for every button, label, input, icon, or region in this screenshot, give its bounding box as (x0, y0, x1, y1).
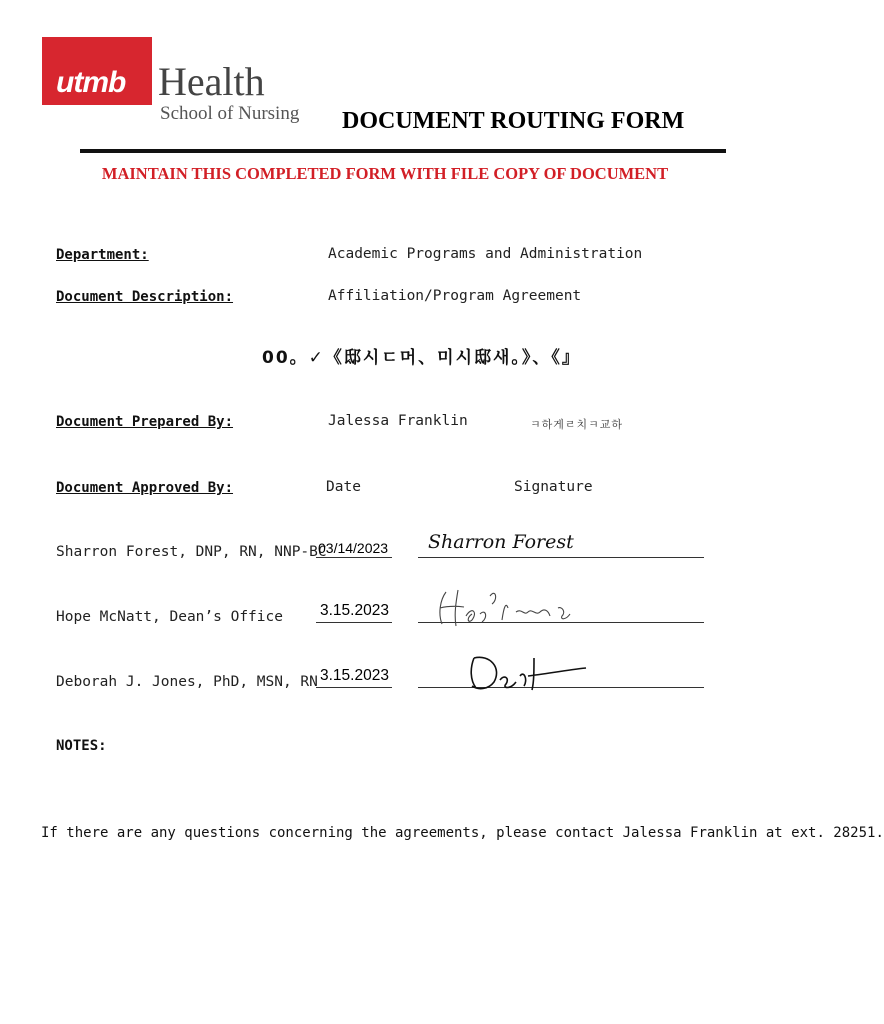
form-subtitle: MAINTAIN THIS COMPLETED FORM WITH FILE COPY OF DOCUMENT (101, 164, 669, 183)
title-divider (80, 149, 726, 153)
contact-footer: If there are any questions concerning the agreements, please contact Jalessa Franklin at ext. 28251. (41, 825, 884, 841)
approval-date: 3.15.2023 (320, 602, 389, 619)
form-title: DOCUMENT ROUTING FORM (342, 108, 685, 134)
approver-name: Sharron Forest, DNP, RN, NNP-BC (56, 544, 327, 560)
logo-utmb-text: utmb (56, 66, 126, 99)
signature-sharron-forest-text: Sharron Forest (428, 531, 574, 553)
approver-name: Hope McNatt, Dean’s Office (56, 609, 283, 625)
description-value: Affiliation/Program Agreement (328, 288, 582, 304)
prepared-by-value: Jalessa Franklin (328, 413, 468, 429)
approver-name: Deborah J. Jones, PhD, MSN, RN (56, 674, 318, 690)
garbled-text-line: 00。✓《邸시ㄷ머、미시邸새。》、《』 (262, 348, 581, 368)
approval-date: 3.15.2023 (320, 667, 389, 684)
prepared-garbled-text: ㅋ하게ㄹ치ㅋ교하 (530, 418, 624, 431)
signature-deborah-jones (466, 650, 596, 694)
date-column-header: Date (326, 479, 361, 495)
department-label: Department: (56, 247, 149, 263)
approval-date: 03/14/2023 (318, 540, 389, 556)
signature-sharron-forest (428, 528, 578, 556)
description-label: Document Description: (56, 289, 234, 305)
signature-line (418, 557, 704, 558)
logo-school-text: School of Nursing (160, 103, 300, 124)
date-line (316, 557, 392, 558)
signature-hope-mcnatt (432, 586, 592, 630)
logo-health-text: Health (158, 59, 265, 104)
prepared-by-label: Document Prepared By: (56, 414, 234, 430)
department-value: Academic Programs and Administration (328, 246, 643, 262)
date-line (316, 622, 392, 623)
approved-by-label: Document Approved By: (56, 480, 234, 496)
notes-label: NOTES: (56, 738, 107, 754)
date-line (316, 687, 392, 688)
signature-column-header: Signature (514, 479, 593, 495)
